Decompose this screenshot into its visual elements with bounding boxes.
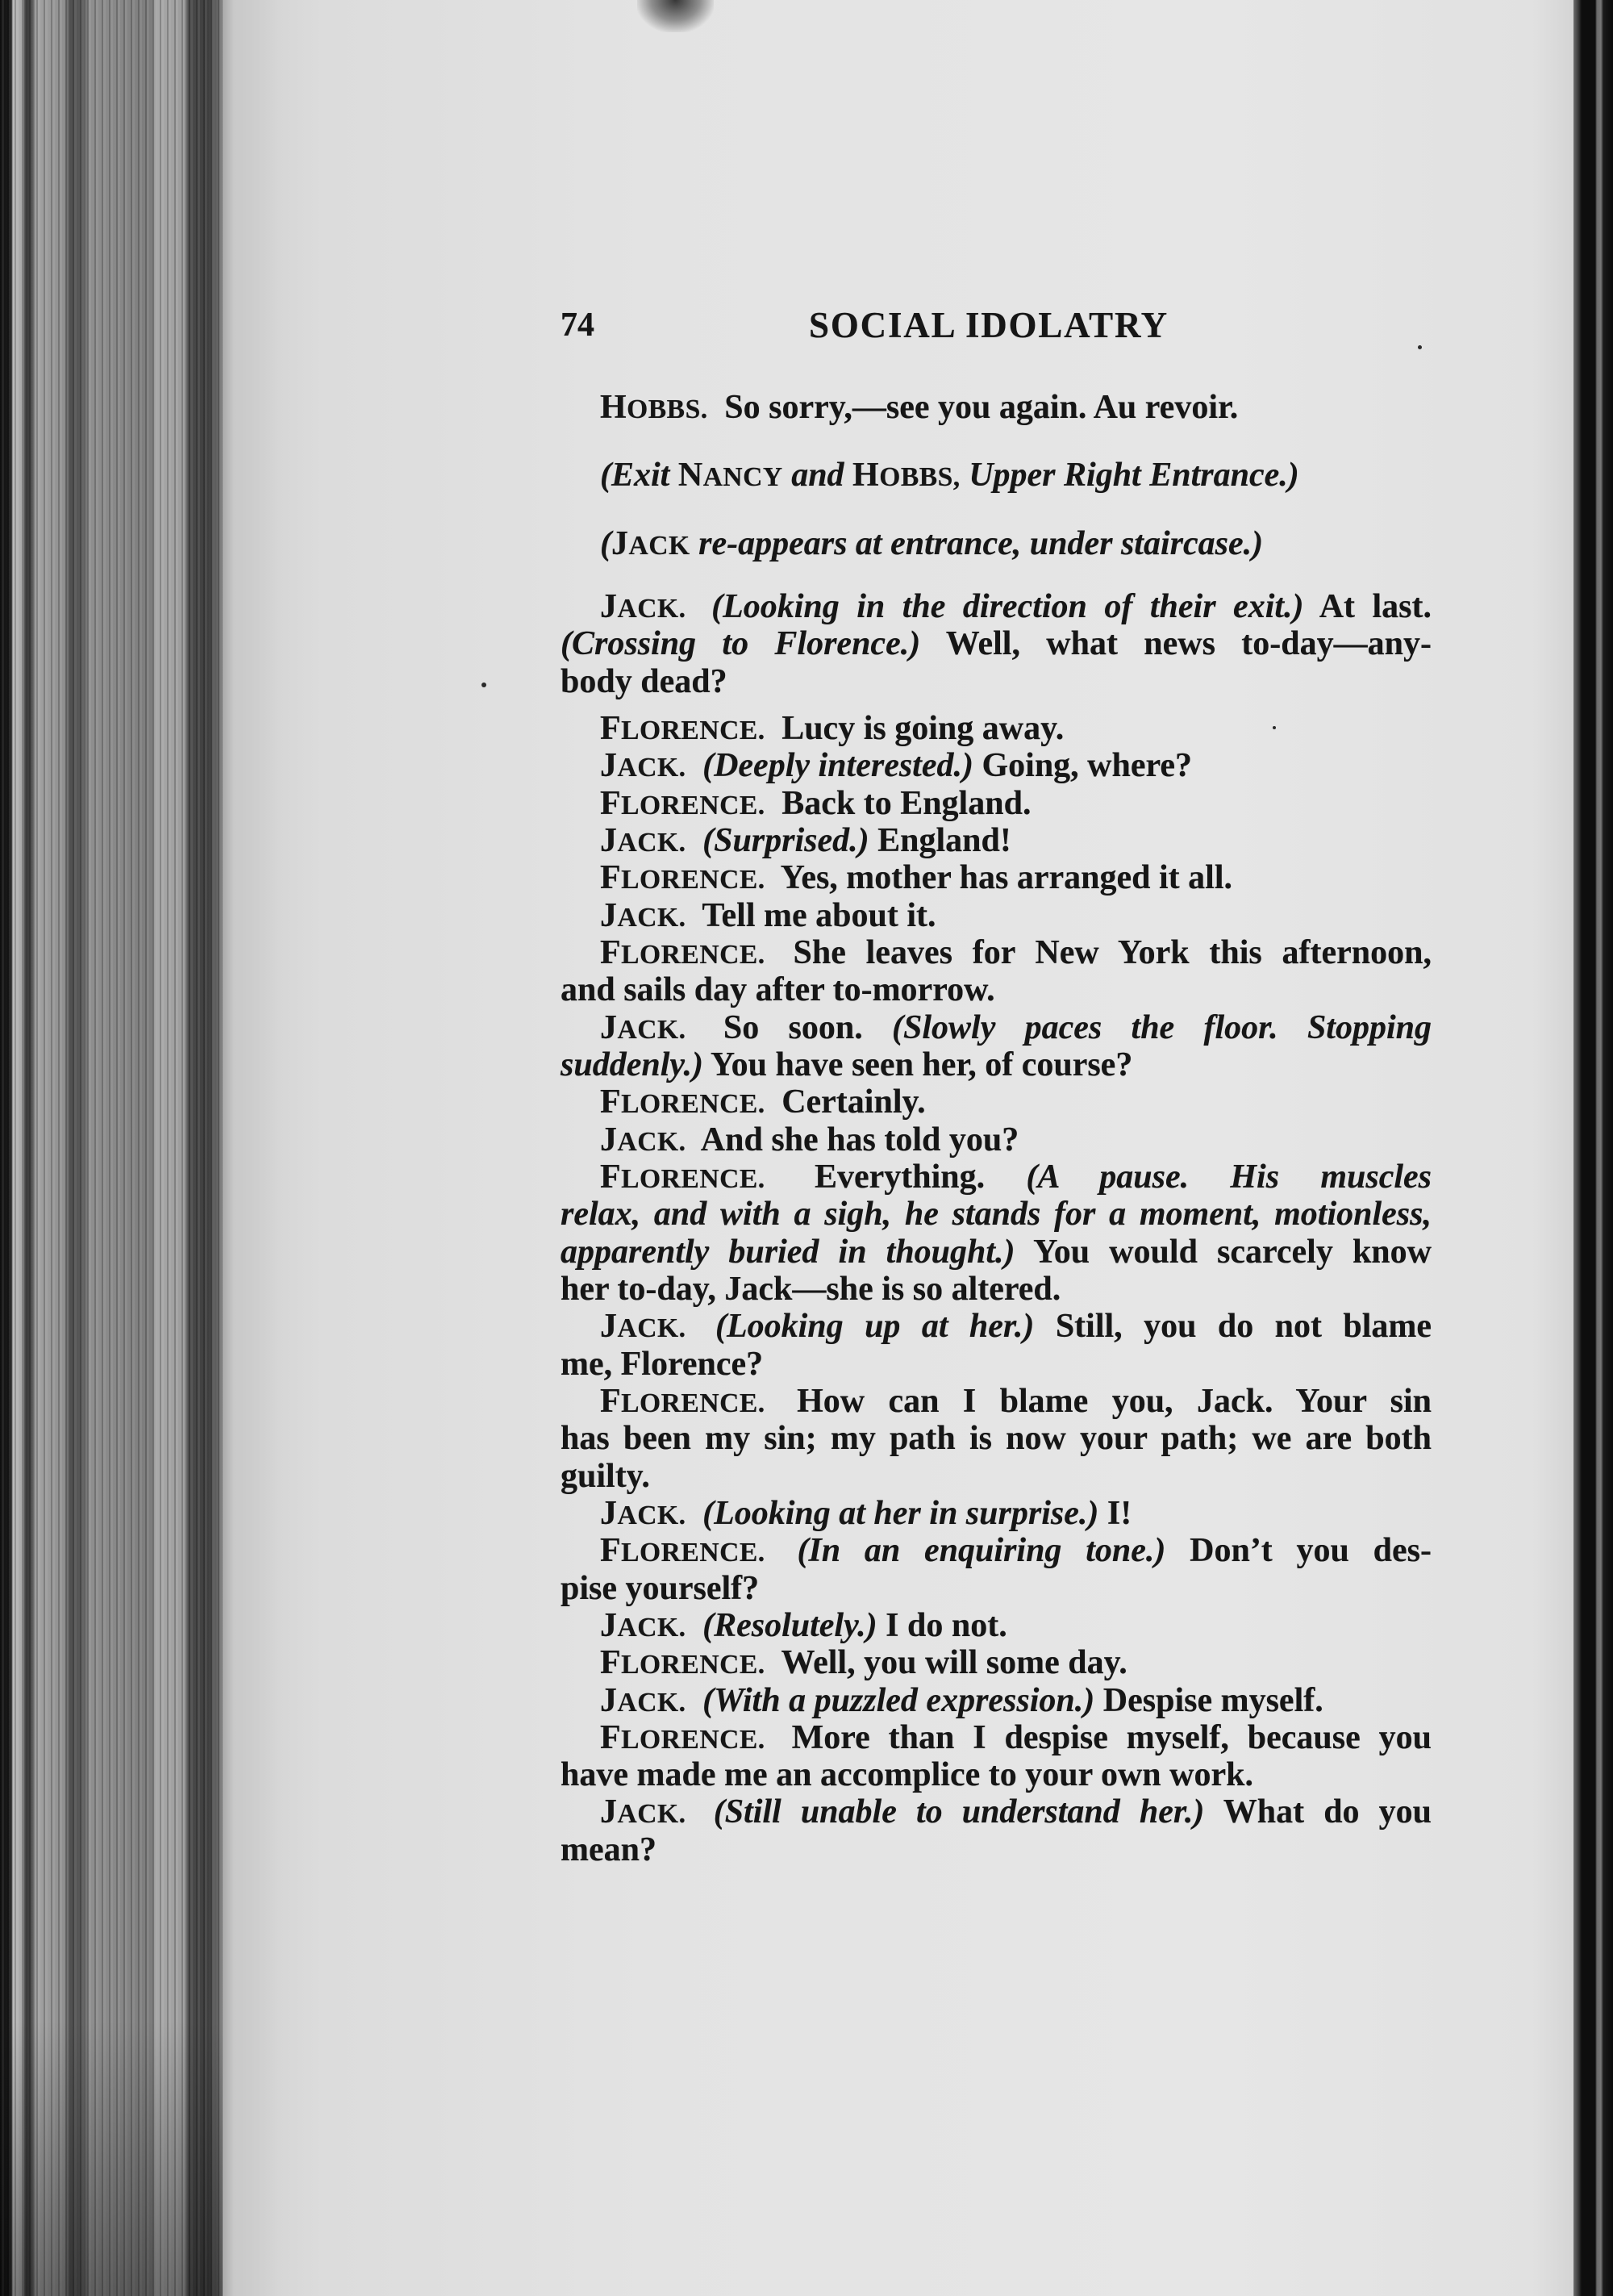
stage-direction: (Resolutely.)	[702, 1606, 877, 1644]
text-line	[561, 822, 1432, 859]
speech-text: At last.	[1319, 587, 1432, 625]
speaker-name: JACK.	[600, 1793, 686, 1831]
speaker-name: FLORENCE.	[600, 784, 765, 822]
speech-text: Going, where?	[982, 747, 1193, 785]
stage-direction: (	[600, 524, 611, 562]
text-line	[561, 747, 1432, 784]
dialogue-paragraph	[561, 1009, 1432, 1084]
text-line	[561, 525, 1432, 562]
speech-text: Tell me about it.	[702, 896, 936, 934]
speech-text: have made me an accomplice to your own work.	[561, 1756, 1253, 1794]
stage-direction: (Looking in the direction of their exit.)	[711, 587, 1304, 625]
speech-text: and sails day after to-morrow.	[561, 971, 995, 1009]
dialogue-paragraph	[561, 588, 1432, 700]
text-line	[561, 1682, 1432, 1719]
character-name: NANCY	[677, 457, 783, 495]
stage-direction: (Deeply interested.)	[702, 747, 973, 785]
speaker-name: FLORENCE.	[600, 1158, 765, 1196]
text-line	[561, 1756, 1432, 1793]
speaker-name: FLORENCE.	[600, 1083, 765, 1121]
speech-text: Well, what news to-day—any-	[945, 625, 1432, 663]
speech-text: She leaves for New York this afternoon,	[793, 933, 1432, 971]
dialogue-paragraph	[561, 934, 1432, 1009]
dialogue-paragraph	[561, 1682, 1432, 1719]
dialogue-paragraph	[561, 1383, 1432, 1495]
text-line	[561, 1346, 1432, 1383]
speech-text: Yes, mother has arranged it all.	[780, 859, 1232, 897]
text-line	[561, 934, 1432, 971]
speech-text: me, Florence?	[561, 1345, 764, 1383]
speaker-name: FLORENCE.	[600, 709, 765, 747]
text-line	[561, 897, 1432, 934]
stage-direction: relax, and with a sigh, he stands for a moment, motionless,	[561, 1196, 1432, 1234]
speech-text: You have seen her, of course?	[710, 1046, 1133, 1083]
page-header	[561, 303, 1432, 348]
text-line	[561, 1420, 1432, 1457]
text-line	[561, 859, 1432, 896]
text-line	[561, 625, 1432, 662]
text-line	[561, 1046, 1432, 1083]
speaker-name: FLORENCE.	[600, 1718, 765, 1756]
text-line	[561, 1196, 1432, 1233]
text-line	[561, 1607, 1432, 1644]
stage-direction: (A pause. His muscles	[1026, 1158, 1432, 1196]
speech-text: I!	[1107, 1494, 1132, 1532]
dialogue-paragraph	[561, 859, 1432, 896]
speech-text: England!	[877, 821, 1011, 859]
speech-text: Lucy is going away.	[781, 709, 1065, 747]
dialogue-paragraph	[561, 1308, 1432, 1383]
speech-text: Well, you will some day.	[781, 1644, 1127, 1682]
speech-text: guilty.	[561, 1457, 650, 1495]
text-line	[561, 1234, 1432, 1271]
text-line	[561, 1121, 1432, 1158]
speaker-name: JACK.	[600, 821, 686, 859]
stage-direction: re-appears at entrance, under staircase.)	[698, 524, 1264, 562]
page-right-edge-shadow	[1573, 0, 1613, 2296]
speaker-name: FLORENCE.	[600, 1644, 765, 1682]
text-line	[561, 1831, 1432, 1868]
speech-text: Certainly.	[781, 1083, 926, 1121]
speech-text: pise yourself?	[561, 1569, 760, 1607]
dialogue-paragraph	[561, 1793, 1432, 1868]
speaker-name: HOBBS.	[600, 389, 708, 426]
speech-text: Still, you do not blame	[1055, 1308, 1432, 1346]
dialogue-paragraph	[561, 1121, 1432, 1158]
play-text-body	[561, 389, 1432, 1868]
speaker-name: FLORENCE.	[600, 933, 765, 971]
text-line	[561, 1009, 1432, 1046]
dialogue-paragraph	[561, 822, 1432, 859]
dialogue-paragraph	[561, 389, 1432, 426]
speech-text: Everything.	[814, 1158, 986, 1196]
speaker-name: JACK.	[600, 1308, 686, 1346]
stage-direction: (Looking at her in surprise.)	[702, 1494, 1099, 1532]
speech-text: Back to England.	[781, 784, 1032, 822]
text-line	[561, 785, 1432, 822]
dialogue-paragraph	[561, 525, 1432, 562]
speech-text: How can I blame you, Jack. Your sin	[797, 1382, 1432, 1420]
dialogue-paragraph	[561, 785, 1432, 822]
text-line	[561, 663, 1432, 700]
speech-text: Despise myself.	[1102, 1681, 1323, 1719]
text-line	[561, 457, 1432, 494]
text-line	[561, 1158, 1432, 1196]
text-line	[561, 1271, 1432, 1308]
dialogue-paragraph	[561, 747, 1432, 784]
stage-direction: (Crossing to Florence.)	[561, 625, 921, 663]
text-line	[561, 1570, 1432, 1607]
book-binding-edge	[0, 0, 223, 2296]
dialogue-paragraph	[561, 1719, 1432, 1794]
speech-text: What do you	[1223, 1793, 1432, 1831]
stage-direction: apparently buried in thought.)	[561, 1233, 1015, 1271]
speech-text: her to-day, Jack—she is so altered.	[561, 1270, 1061, 1308]
speech-text: body dead?	[561, 662, 727, 700]
text-line	[561, 1644, 1432, 1681]
stage-direction: (Exit	[600, 457, 670, 495]
speaker-name: FLORENCE.	[600, 859, 765, 897]
text-line	[561, 1495, 1432, 1532]
character-name: JACK	[611, 524, 690, 562]
character-name: HOBBS,	[852, 457, 961, 495]
running-title: SOCIAL IDOLATRY	[809, 305, 1169, 345]
speaker-name: JACK.	[600, 1008, 686, 1046]
speech-text: Don’t you des-	[1190, 1532, 1432, 1570]
speech-text: mean?	[561, 1831, 656, 1868]
speaker-name: JACK.	[600, 896, 686, 934]
stage-direction: and	[791, 457, 844, 495]
speech-text: More than I despise myself, because you	[791, 1718, 1432, 1756]
speaker-name: JACK.	[600, 587, 686, 625]
text-line	[561, 1793, 1432, 1831]
text-line	[561, 1458, 1432, 1495]
text-line	[561, 1383, 1432, 1420]
text-line	[561, 389, 1432, 426]
speaker-name: FLORENCE.	[600, 1382, 765, 1420]
stage-direction: suddenly.)	[561, 1046, 703, 1083]
text-line	[561, 1719, 1432, 1756]
speech-text: So soon.	[723, 1008, 863, 1046]
page-gutter-shadow	[223, 0, 279, 2296]
speech-text: has been my sin; my path is now your path; we are both	[561, 1420, 1432, 1458]
dialogue-paragraph	[561, 710, 1432, 747]
stage-direction: (In an enquiring tone.)	[797, 1532, 1166, 1570]
dialogue-paragraph	[561, 457, 1432, 494]
speaker-name: FLORENCE.	[600, 1532, 765, 1570]
stage-direction: (With a puzzled expression.)	[702, 1681, 1095, 1719]
stage-direction: (Still unable to understand her.)	[713, 1793, 1205, 1831]
speaker-name: JACK.	[600, 747, 686, 785]
text-line	[561, 710, 1432, 747]
dialogue-paragraph	[561, 1083, 1432, 1121]
scan-speck	[481, 683, 486, 687]
speech-text: So sorry,—see you again. Au revoir.	[724, 389, 1239, 426]
speech-text: You would scarcely know	[1033, 1233, 1432, 1271]
stage-direction: (Surprised.)	[702, 821, 869, 859]
dialogue-paragraph	[561, 897, 1432, 934]
speaker-name: JACK.	[600, 1121, 686, 1158]
text-line	[561, 1308, 1432, 1345]
speaker-name: JACK.	[600, 1606, 686, 1644]
text-line	[561, 971, 1432, 1008]
text-line	[561, 588, 1432, 625]
speech-text: I do not.	[886, 1606, 1007, 1644]
dialogue-paragraph	[561, 1532, 1432, 1607]
speaker-name: JACK.	[600, 1681, 686, 1719]
stage-direction: (Slowly paces the floor. Stopping	[892, 1008, 1432, 1046]
speaker-name: JACK.	[600, 1494, 686, 1532]
stage-direction: Upper Right Entrance.)	[969, 457, 1299, 495]
dialogue-paragraph	[561, 1495, 1432, 1532]
speech-text: And she has told you?	[700, 1121, 1019, 1158]
dialogue-paragraph	[561, 1607, 1432, 1644]
scan-smudge	[637, 0, 714, 32]
dialogue-paragraph	[561, 1644, 1432, 1681]
text-line	[561, 1532, 1432, 1569]
stage-direction: (Looking up at her.)	[715, 1308, 1035, 1346]
dialogue-paragraph	[561, 1158, 1432, 1308]
text-line	[561, 1083, 1432, 1121]
page-number: 74	[561, 307, 594, 344]
